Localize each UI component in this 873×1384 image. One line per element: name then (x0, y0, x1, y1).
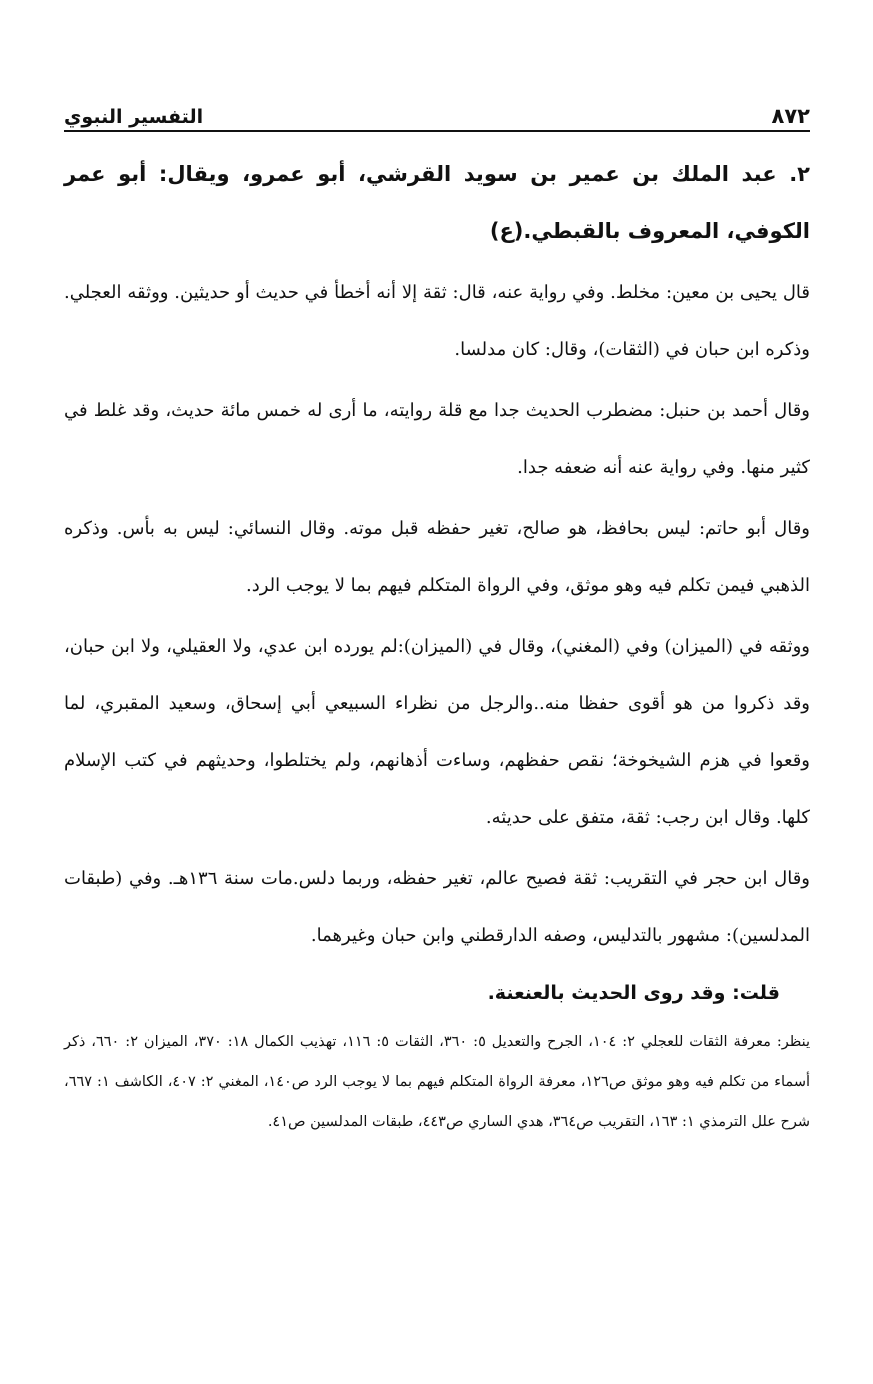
paragraph-ibn-maeen: قال يحيى بن معين: مخلط. وفي رواية عنه، قال: ثقة إلا أنه أخطأ في حديث أو حديثين. ووثقه العجلي. وذكره ابن حبان في (الثقات)، وقال: كان مدلسا. (64, 282, 810, 360)
paragraph-dhahabi: ووثقه في (الميزان) وفي (المغني)، وقال في (الميزان):لم يورده ابن عدي، ولا العقيلي، ولا ابن حبان، وقد ذكروا من هو أقوى حفظا منه..والرجل من نظراء السبيعي أبي إسحاق، وسعيد المقبري، لما وقعوا في هزم الشيخوخة؛ نقص حفظهم، وساءت أذهانهم، ولم يختلطوا، وحديثهم في كتب الإسلام كلها. وقال ابن رجب: ثقة، متفق على حديثه. (64, 636, 810, 828)
paragraph-abu-hatim: وقال أبو حاتم: ليس بحافظ، هو صالح، تغير حفظه قبل موته. وقال النسائي: ليس به بأس. وذكره الذهبي فيمن تكلم فيه وهو موثق، وفي الرواة المتكلم فيهم بما لا يوجب الرد. (64, 518, 810, 596)
entry-heading: ٢. عبد الملك بن عمير بن سويد القرشي، أبو عمرو، ويقال: أبو عمر الكوفي، المعروف بالقبطي.(ع) (64, 162, 810, 243)
page-number: ٨٧٢ (771, 104, 810, 128)
running-header (64, 96, 810, 132)
narrator-entry (64, 146, 810, 1142)
paragraph-ibn-hajar: وقال ابن حجر في التقريب: ثقة فصيح عالم، تغير حفظه، وربما دلس.مات سنة ١٣٦هـ. وفي (طبقات المدلسين): مشهور بالتدليس، وصفه الدارقطني وابن حبان وغيرهما. (64, 868, 810, 946)
sources-footnote: ينظر: معرفة الثقات للعجلي ٢: ١٠٤، الجرح والتعديل ٥: ٣٦٠، الثقات ٥: ١١٦، تهذيب الكمال ١٨: ٣٧٠، الميزان ٢: ٦٦٠، ذكر أسماء من تكلم فيه وهو موثق ص١٢٦، معرفة الرواة المتكلم فيهم بما لا يوجب الرد ص١٤٠، المغني ٢: ٤٠٧، الكاشف ١: ٦٦٧، شرح علل الترمذي ١: ١٦٣، التقريب ص٣٦٤، هدي الساري ص٤٤٣، طبقات المدلسين ص٤١. (64, 1034, 811, 1130)
paragraph-ahmad: وقال أحمد بن حنبل: مضطرب الحديث جدا مع قلة روايته، ما أرى له خمس مائة حديث، وقد غلط في كثير منها. وفي رواية عنه أنه ضعفه جدا. (64, 400, 810, 478)
running-title: التفسير النبوي (64, 106, 204, 128)
author-comment: قلت: وقد روى الحديث بالعنعنة. (487, 982, 780, 1004)
book-page (64, 96, 810, 1142)
